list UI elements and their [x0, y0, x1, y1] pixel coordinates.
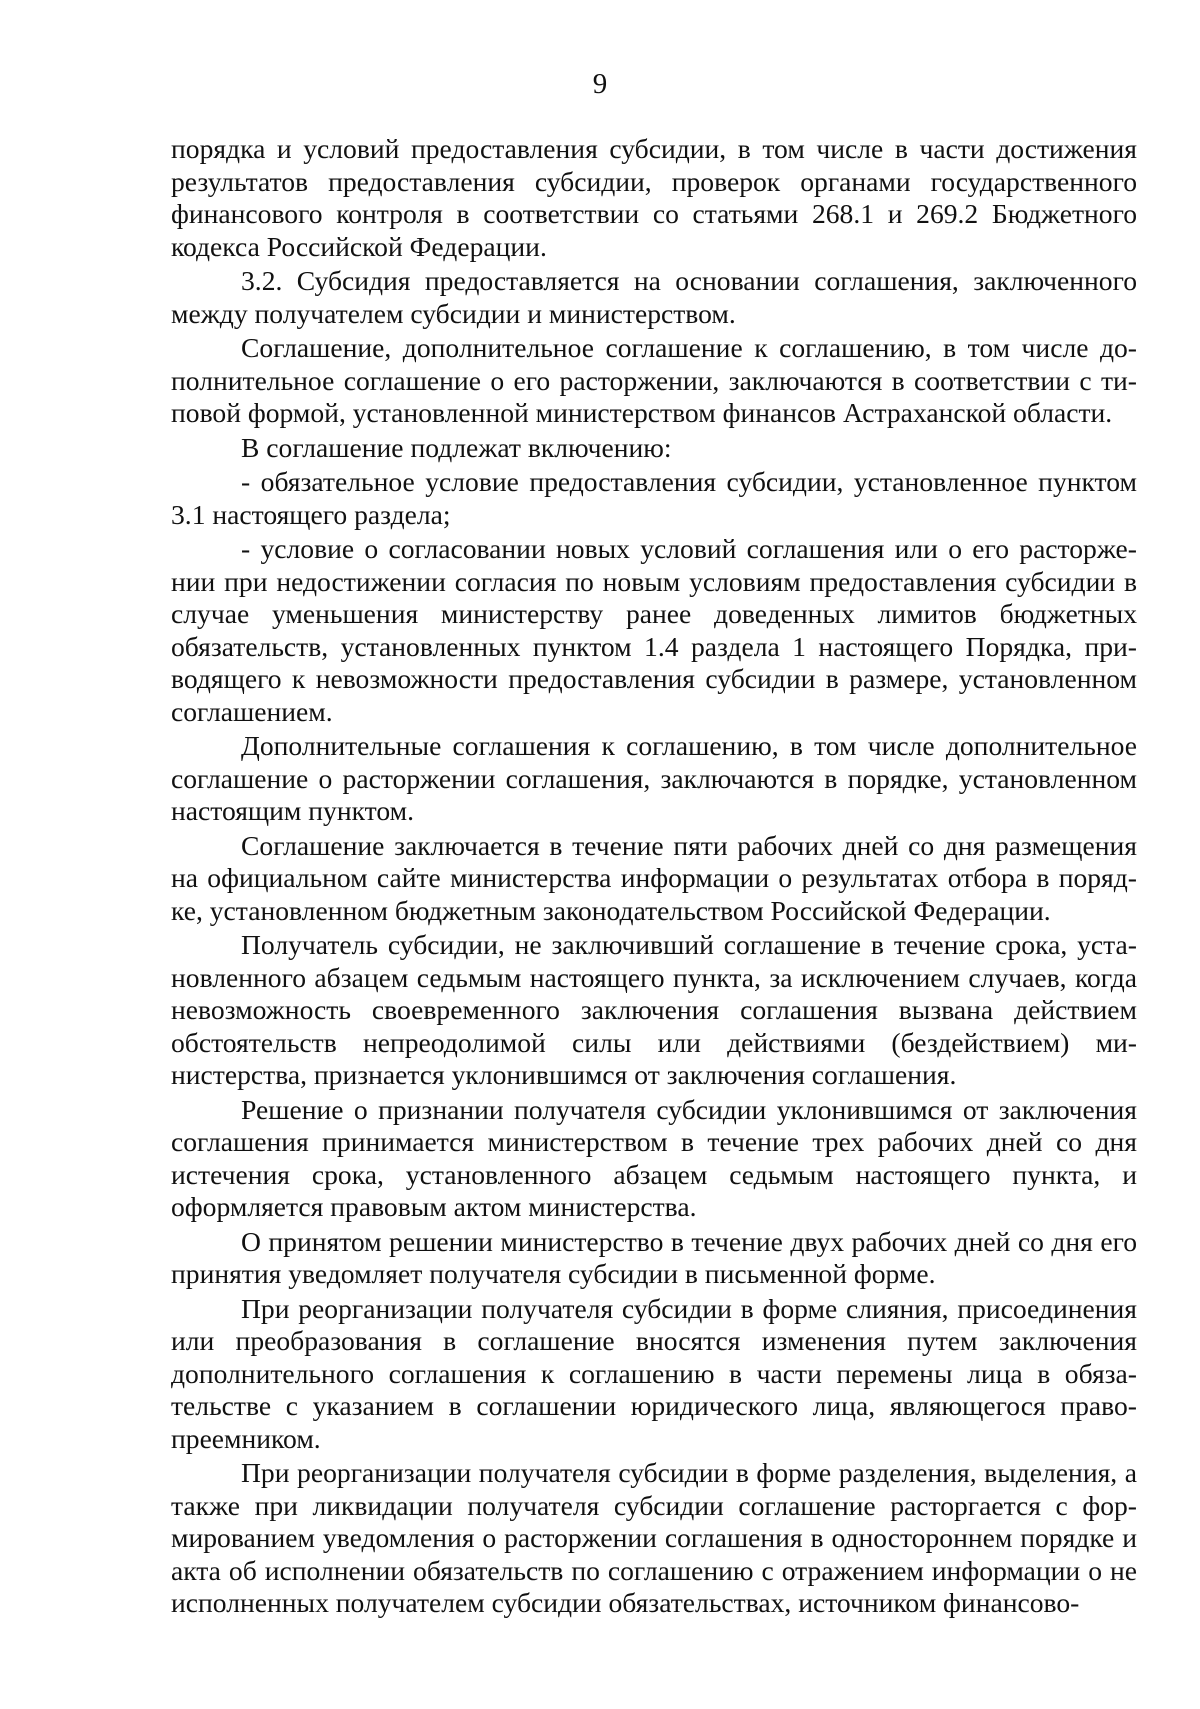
list-item-mandatory-condition: - обязательное условие предоставления субсидии, установленное пунктом 3.1 настоящего раздела;: [171, 466, 1137, 530]
paragraph-notification: О принятом решении министерство в течение двух рабочих дней со дня его принятия уведомляет получателя субсидии в письменной форме.: [171, 1225, 1137, 1289]
paragraph-recipient-evasion: Получатель субсидии, не заключивший соглашение в течение срока, установленного абзацем седьмым настоящего пункта, за исключением случаев, когда невозможность своевременного заключения соглашения вызвана действием обстоятельств непреодолимой силы или действиями (бездействием) министерства, признается уклонившимся от заключения соглашения.: [171, 929, 1137, 1090]
paragraph-agreement-includes: В соглашение подлежат включению:: [241, 431, 672, 463]
list-item-new-conditions: - условие о согласовании новых условий соглашения или о его расторжении при недостижении согласия по новым условиям предоставления субсидии в случае уменьшения министерству ранее доведенных лимитов бюджетных обязательств, установленных пунктом 1.4 раздела 1 настоящего Порядка, приводящего к невозможности предоставления субсидии в размере, установленном соглашением.: [171, 533, 1137, 727]
page-number: 9: [592, 68, 608, 100]
paragraph-reorganization-division: При реорганизации получателя субсидии в форме разделения, выделения, а также при ликвидации получателя субсидии соглашение расторгается с формированием уведомления о расторжении соглашения в одностороннем порядке и акта об исполнении обязательств по соглашению с отражением информации о не исполненных получателем субсидии обязательствах, источником финансово-: [171, 1457, 1137, 1618]
document-body: [171, 133, 1137, 1622]
paragraph-evasion-decision: Решение о признании получателя субсидии уклонившимся от заключения соглашения принимается министерством в течение трех рабочих дней со дня истечения срока, установленного абзацем седьмым настоящего пункта, и оформляется правовым актом министерства.: [171, 1093, 1137, 1222]
paragraph-additional-agreements: Дополнительные соглашения к соглашению, в том числе дополнительное соглашение о расторжении соглашения, заключаются в порядке, установленном настоящим пунктом.: [171, 730, 1137, 826]
paragraph-reorganization-merger: При реорганизации получателя субсидии в форме слияния, присоединения или преобразования в соглашение вносятся изменения путем заключения дополнительного соглашения к соглашению в части перемены лица в обязательстве с указанием в соглашении юридического лица, являющегося правопреемником.: [171, 1292, 1137, 1454]
paragraph-agreement-form: Соглашение, дополнительное соглашение к соглашению, в том числе дополнительное соглашение о его расторжении, заключаются в соответствии с типовой формой, установленной министерством финансов Астраханской области.: [171, 332, 1137, 428]
paragraph-agreement-term: Соглашение заключается в течение пяти рабочих дней со дня размещения на официальном сайте министерства информации о результатах отбора в порядке, установленном бюджетным законодательством Российской Федерации.: [171, 829, 1137, 926]
paragraph-3-2: 3.2. Субсидия предоставляется на основании соглашения, заключенного между получателем субсидии и министерством.: [171, 265, 1137, 329]
paragraph-continuation: порядка и условий предоставления субсидии, в том числе в части достижения результатов предоставления субсидии, проверок органами государственного финансового контроля в соответствии со статьями 268.1 и 269.2 Бюджетного кодекса Российской Федерации.: [171, 133, 1137, 262]
